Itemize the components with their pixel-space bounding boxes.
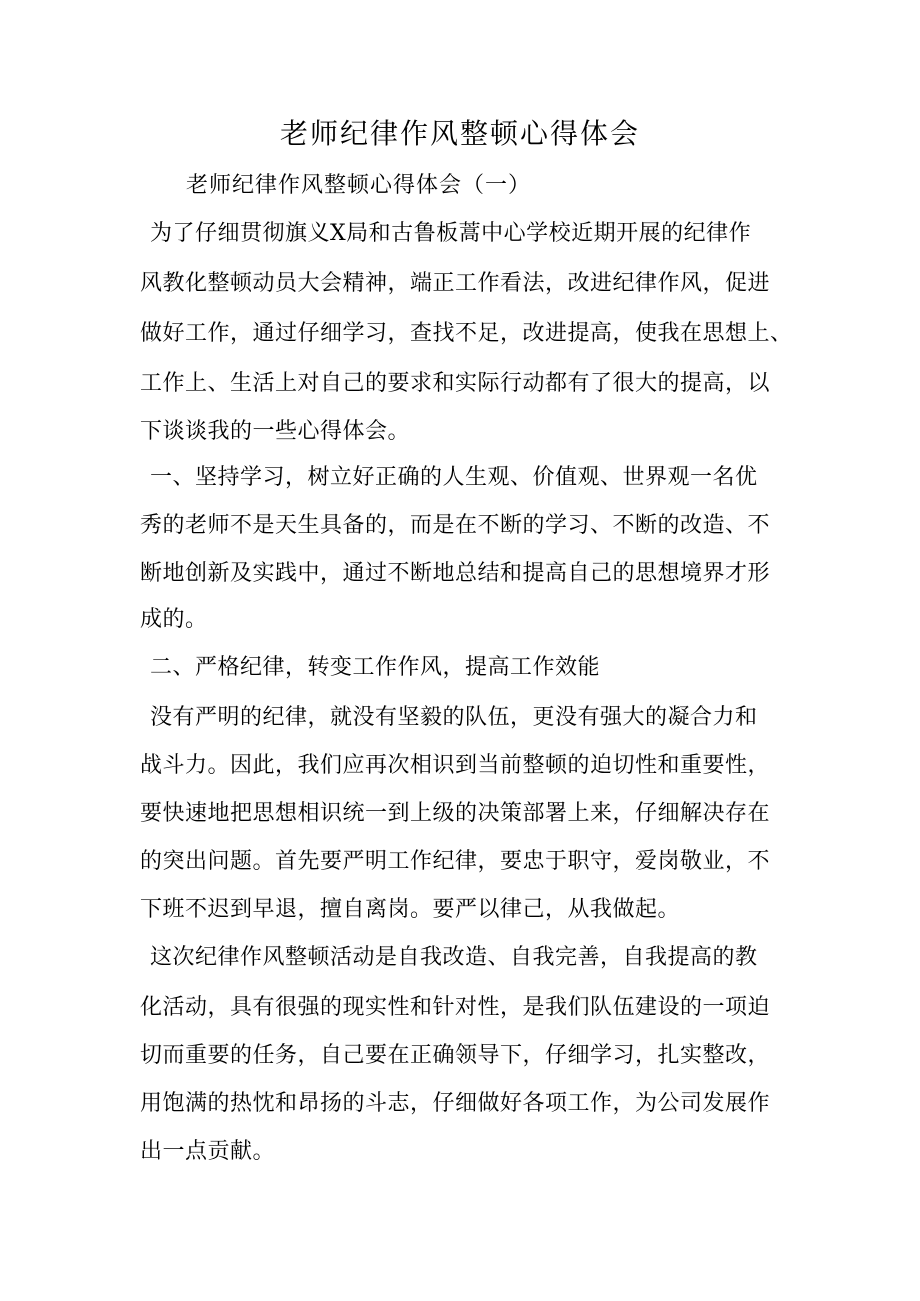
text-line: 的突出问题。首先要严明工作纪律，要忠于职守，爱岗敬业，不 <box>140 849 771 874</box>
text-line: 用饱满的热忱和昂扬的斗志，仔细做好各项工作，为公司发展作 <box>140 1091 771 1116</box>
text-line: 为了仔细贯彻旗义X局和古鲁板蒿中心学校近期开展的纪律作 <box>150 221 752 246</box>
text-line: 成的。 <box>140 607 208 632</box>
text-line: 秀的老师不是天生具备的，而是在不断的学习、不断的改造、不 <box>140 513 771 538</box>
text-line: 切而重要的任务，自己要在正确领导下，仔细学习，扎实整改， <box>140 1043 771 1068</box>
document-subtitle: 老师纪律作风整顿心得体会（一） <box>186 173 532 198</box>
text-line: 做好工作，通过仔细学习，查找不足，改进提高，使我在思想上、 <box>140 321 793 346</box>
text-line: 一、坚持学习，树立好正确的人生观、价值观、世界观一名优 <box>150 465 758 490</box>
text-line: 化活动，具有很强的现实性和针对性，是我们队伍建设的一项迫 <box>140 995 771 1020</box>
text-line: 断地创新及实践中，通过不断地总结和提高自己的思想境界才形 <box>140 561 771 586</box>
text-line: 下谈谈我的一些心得体会。 <box>140 419 411 444</box>
text-line: 下班不迟到早退，擅自离岗。要严以律己，从我做起。 <box>140 897 681 922</box>
document-title: 老师纪律作风整顿心得体会 <box>279 117 640 150</box>
text-line: 战斗力。因此，我们应再次相识到当前整顿的迫切性和重要性， <box>140 753 771 778</box>
text-line: 风教化整顿动员大会精神，端正工作看法，改进纪律作风，促进 <box>140 271 771 296</box>
text-line: 没有严明的纪律，就没有坚毅的队伍，更没有强大的凝合力和 <box>150 705 758 730</box>
text-line: 这次纪律作风整顿活动是自我改造、自我完善，自我提高的教 <box>150 945 758 970</box>
text-line: 工作上、生活上对自己的要求和实际行动都有了很大的提高，以 <box>140 371 771 396</box>
text-line: 二、严格纪律，转变工作作风，提高工作效能 <box>150 655 601 680</box>
text-line: 要快速地把思想相识统一到上级的决策部署上来，仔细解决存在 <box>140 801 771 826</box>
text-line: 出一点贡献。 <box>140 1139 276 1164</box>
